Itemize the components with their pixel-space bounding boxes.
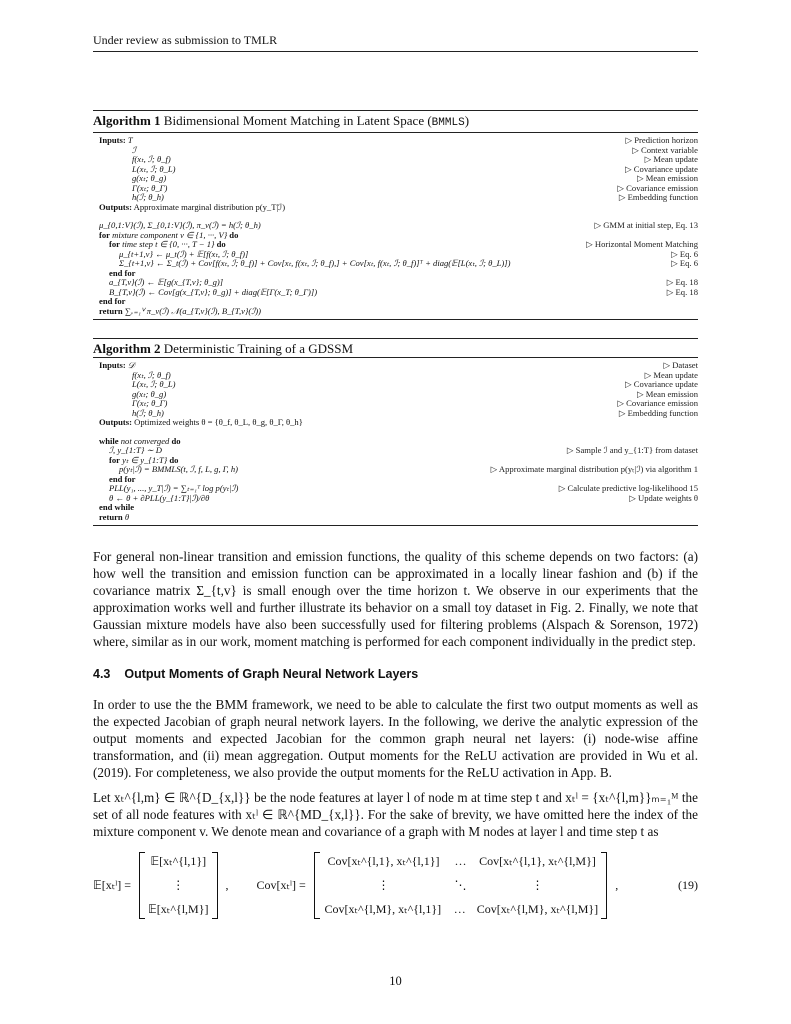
step-text: [93, 513, 698, 523]
algorithm-input-line: [93, 380, 698, 390]
keyword: do: [169, 454, 179, 465]
comma: ,: [615, 878, 619, 892]
algorithm-outputs-line: [93, 203, 698, 213]
keyword: for: [99, 229, 110, 240]
algorithm1-label: Algorithm 1: [93, 113, 161, 128]
equation-19: [93, 852, 698, 919]
keyword: do: [216, 239, 226, 249]
input-expression: [93, 184, 607, 194]
algorithm-step: [93, 307, 698, 317]
paragraph-node-features: Let xₜ^{l,m} ∈ ℝ^{D_{x,l}} be the node features at layer l of node m at time step t and xₜˡ = {xₜ^{l,m}}ₘ₌₁ᴹ the set of all node features with xₜˡ ∈ ℝ^{MD_{x,l}}. For the sake of brevity, we have omitted here the index of the mixture component v. We denote mean and covariance of a graph with M nodes at layer l and time step t as: [93, 790, 698, 839]
keyword: while: [99, 435, 119, 446]
cov-lhs: Cov[xₜˡ] =: [256, 878, 306, 892]
mean-vector: [139, 852, 217, 919]
step-expression: a_{T,v}(ℐ) ← 𝔼[g(x_{T,v}; θ_g)]: [109, 277, 224, 287]
algorithm-input-line: [93, 399, 698, 409]
input-comment: ▷ Covariance emission: [617, 182, 698, 193]
algorithm-input-line: [93, 165, 698, 175]
inputs-label: Inputs:: [99, 360, 126, 370]
input-expression: [93, 380, 615, 390]
algorithm2: [93, 338, 698, 526]
input-value: 𝒟: [127, 360, 135, 370]
mean-dots: ⋮: [172, 878, 185, 892]
step-comment: ▷ Horizontal Moment Matching: [586, 239, 698, 249]
algorithm-step: [93, 288, 698, 298]
algorithm1-title-end: ): [464, 113, 470, 128]
input-value: L(xₜ, ℐ; θ_L): [132, 163, 176, 174]
step-comment: ▷ Calculate predictive log-likelihood 15: [558, 483, 698, 493]
input-expression: [93, 399, 607, 409]
spacer: [93, 428, 698, 437]
section-title: Output Moments of Graph Neural Network Layers: [124, 667, 419, 681]
step-expression: PLL(y₁, ..., y_T|ℐ) = ∑ₜ₌₁ᵀ log p(yₜ|ℐ): [109, 483, 239, 493]
algorithm-input-line: [93, 155, 698, 165]
covariance-matrix: [314, 852, 607, 919]
step-expression: ∑ᵥ₌₁ⱽ π_v(ℐ) 𝒩(a_{T,v}(ℐ), B_{T,v}(ℐ)): [124, 305, 261, 316]
input-comment: ▷ Mean update: [644, 369, 698, 380]
outputs-value: Approximate marginal distribution p(y_T|ℐ): [133, 201, 286, 212]
keyword: return: [99, 511, 123, 522]
input-expression: [93, 174, 627, 184]
input-expression: [93, 390, 627, 400]
input-comment: ▷ Mean emission: [636, 388, 698, 399]
outputs: [93, 203, 698, 213]
step-expression: time step t ∈ {0, ···, T − 1}: [122, 239, 215, 249]
algorithm2-body: [93, 361, 698, 522]
algorithm1-title-mono: BMMLS: [431, 117, 465, 129]
step-expression: mixture component v ∈ {1, ···, V}: [112, 229, 228, 240]
step-expression: μ_{0,1:V}(ℐ), Σ_{0,1:V}(ℐ), π_v(ℐ) = h(ℐ; θ_h): [99, 220, 261, 230]
input-value: g(xₜ; θ_g): [132, 173, 167, 183]
step-text: [93, 307, 698, 317]
input-value: h(ℐ; θ_h): [132, 407, 164, 418]
input-value: L(xₜ, ℐ; θ_L): [132, 379, 176, 389]
page-number: 10: [389, 974, 402, 988]
step-expression: ℐ, y_{1:T} ∼ D: [109, 445, 162, 455]
outputs-value: Optimized weights θ = {θ_f, θ_L, θ_g, θ_Γ, θ_h}: [134, 417, 303, 427]
algorithm-outputs-line: [93, 418, 698, 428]
algorithm-input-line: [93, 371, 698, 381]
input-expression: [93, 165, 615, 175]
matrix-row: [323, 854, 597, 869]
input-comment: ▷ Embedding function: [618, 407, 698, 418]
input-comment: ▷ Covariance update: [625, 163, 698, 174]
keyword: end for: [99, 296, 126, 306]
step-comment: ▷ Eq. 6: [671, 258, 698, 268]
step-expression: θ: [124, 511, 130, 522]
matrix-entry: …: [453, 902, 466, 916]
input-value: Γ(xₜ; θ_Γ): [132, 182, 168, 193]
matrix-entry: ⋱: [454, 878, 467, 892]
input-value: ℐ: [132, 144, 137, 155]
step-expression: μ_{t+1,v} ← μ_t(ℐ) + 𝔼[f(xₜ, ℐ; θ_f)]: [119, 248, 249, 259]
step-comment: ▷ Eq. 18: [666, 277, 698, 287]
step-text: [93, 259, 661, 269]
matrix-entry: …: [454, 854, 467, 868]
algorithm-step: [93, 465, 698, 475]
matrix-row: [323, 878, 597, 893]
step-text: [93, 465, 481, 475]
keyword: return: [99, 305, 123, 316]
input-comment: ▷ Mean update: [644, 154, 698, 164]
step-text: [93, 494, 619, 504]
comma: ,: [225, 878, 229, 892]
input-comment: ▷ Embedding function: [618, 192, 698, 202]
keyword: for: [109, 239, 120, 249]
section-number: 4.3: [93, 667, 111, 681]
input-value: h(ℐ; θ_h): [132, 192, 164, 202]
algorithm-step: [93, 503, 698, 513]
algorithm-step: [93, 259, 698, 269]
keyword: end for: [109, 473, 136, 484]
input-value: T: [127, 135, 133, 145]
header-rule: [93, 51, 698, 52]
step-expression: yₜ ∈ y_{1:T}: [122, 454, 168, 465]
outputs-label: Outputs:: [99, 201, 132, 212]
matrix-row: [323, 902, 598, 917]
step-comment: ▷ GMM at initial step, Eq. 13: [594, 220, 698, 230]
algorithm-step: [93, 513, 698, 523]
algorithm-input-line: [93, 136, 698, 146]
step-comment: ▷ Eq. 6: [671, 248, 698, 259]
algorithm-input-line: [93, 361, 698, 371]
keyword: end for: [109, 267, 136, 278]
algorithm-input-line: [93, 146, 698, 156]
paragraph-moment-matching: For general non-linear transition and emission functions, the quality of this scheme depends on two factors: (a) how well the transition and emission function can be approximated in a locally linear fashion and (b) if the covariance matrix Σ_{t,v} is small enough over the time horizon t. We observe in our experiments that the approximation works well and further illustrate its behavior on a small toy dataset in Fig. 2. Finally, we note that Gaussian mixture models have also been successfully used for filtering problems (Alspach & Sorenson, 1972) where, similar as in our work, moment matching is performed for each component individually in the predict step.: [93, 549, 698, 649]
step-comment: ▷ Update weights θ: [629, 492, 698, 503]
step-comment: ▷ Eq. 18: [666, 286, 698, 297]
keyword: end while: [99, 502, 135, 512]
algorithm1-caption: [93, 111, 698, 131]
paragraph-output-moments: In order to use the the BMM framework, we need to be able to calculate the first two output moments as well as the expected Jacobian of graph neural network layers. In the following, we derive the analytic expression of the output moments and expected Jacobian for the common graph neural net layers: (i) node-wise affine transformation, and (ii) mean aggregation. Output moments for the ReLU activation are provided in Wu et al. (2019). For completeness, we also provide the output moments for the ReLU activation in App. B.: [93, 697, 698, 780]
equation-number: (19): [678, 878, 698, 892]
mean-lhs: 𝔼[xₜˡ] =: [93, 878, 132, 892]
keyword: do: [171, 435, 181, 446]
step-expression: θ ← θ + ∂PLL(y_{1:T}|ℐ)/∂θ: [109, 492, 210, 503]
step-expression: B_{T,v}(ℐ) ← Cov[g(x_{T,v}; θ_g)] + diag(𝔼[Γ(x_T; θ_Γ)]): [109, 286, 318, 297]
keyword: do: [229, 229, 239, 240]
step-expression: not converged: [120, 435, 170, 446]
section-heading: [93, 666, 698, 682]
algorithm-input-line: [93, 184, 698, 194]
step-text: [93, 288, 657, 298]
algorithm-input-line: [93, 390, 698, 400]
algorithm-step: [93, 446, 698, 456]
input-value: f(xₜ, ℐ; θ_f): [132, 154, 171, 164]
matrix-entry: Cov[xₜ^{l,1}, xₜ^{l,M}]: [479, 854, 596, 868]
algorithm1-title: Bidimensional Moment Matching in Latent Space (: [163, 113, 432, 128]
algorithm-step: [93, 494, 698, 504]
input-comment: ▷ Prediction horizon: [625, 135, 698, 145]
algorithm1-body: [93, 136, 698, 316]
input-expression: [93, 361, 653, 371]
algorithm1: [93, 110, 698, 320]
matrix-entry: ⋮: [531, 878, 544, 892]
algorithm2-caption-rule: [93, 357, 698, 358]
input-comment: ▷ Covariance update: [625, 379, 698, 389]
input-expression: [93, 136, 616, 146]
matrix-entry: Cov[xₜ^{l,M}, xₜ^{l,M}]: [476, 902, 599, 916]
input-value: f(xₜ, ℐ; θ_f): [132, 369, 171, 380]
algorithm2-label: Algorithm 2: [93, 341, 161, 356]
input-comment: ▷ Covariance emission: [617, 398, 698, 408]
input-comment: ▷ Mean emission: [636, 173, 698, 183]
step-expression: p(yₜ|ℐ) = BMMLS(t, ℐ, f, L, g, Γ, h): [119, 464, 238, 474]
mean-entry: 𝔼[xₜ^{l,1}]: [150, 854, 207, 868]
step-comment: ▷ Approximate marginal distribution p(yₜ|ℐ) via algorithm 1: [490, 464, 698, 474]
step-comment: ▷ Sample ℐ and y_{1:T} from dataset: [566, 445, 698, 455]
keyword: for: [109, 454, 120, 465]
input-expression: [93, 146, 622, 156]
input-comment: ▷ Dataset: [663, 360, 698, 370]
mean-entry: 𝔼[xₜ^{l,M}]: [148, 902, 209, 916]
step-expression: Σ_{t+1,v} ← Σ_t(ℐ) + Cov[f(xₜ, ℐ; θ_f)] + Cov[xₜ, f(xₜ, ℐ; θ_f),] + Cov[xₜ, f(xₜ, ℐ; θ_f)]ᵀ + diag(𝔼[L(xₜ, ℐ; θ_L)]): [119, 258, 511, 268]
matrix-entry: Cov[xₜ^{l,M}, xₜ^{l,1}]: [324, 902, 442, 916]
step-text: [93, 503, 698, 513]
inputs-label: Inputs:: [99, 135, 126, 145]
outputs: [93, 418, 698, 428]
page-content: [93, 110, 698, 919]
input-comment: ▷ Context variable: [632, 144, 698, 155]
algorithm1-caption-rule: [93, 132, 698, 133]
running-header: Under review as submission to TMLR: [93, 33, 278, 47]
algorithm2-title: Deterministic Training of a GDSSM: [163, 341, 354, 356]
matrix-entry: Cov[xₜ^{l,1}, xₜ^{l,1}]: [327, 854, 440, 868]
matrix-entry: ⋮: [377, 878, 390, 892]
input-value: Γ(xₜ; θ_Γ): [132, 398, 168, 408]
outputs-label: Outputs:: [99, 417, 132, 427]
algorithm-input-line: [93, 174, 698, 184]
input-value: g(xₜ; θ_g): [132, 388, 167, 399]
algorithm2-caption: [93, 339, 698, 356]
